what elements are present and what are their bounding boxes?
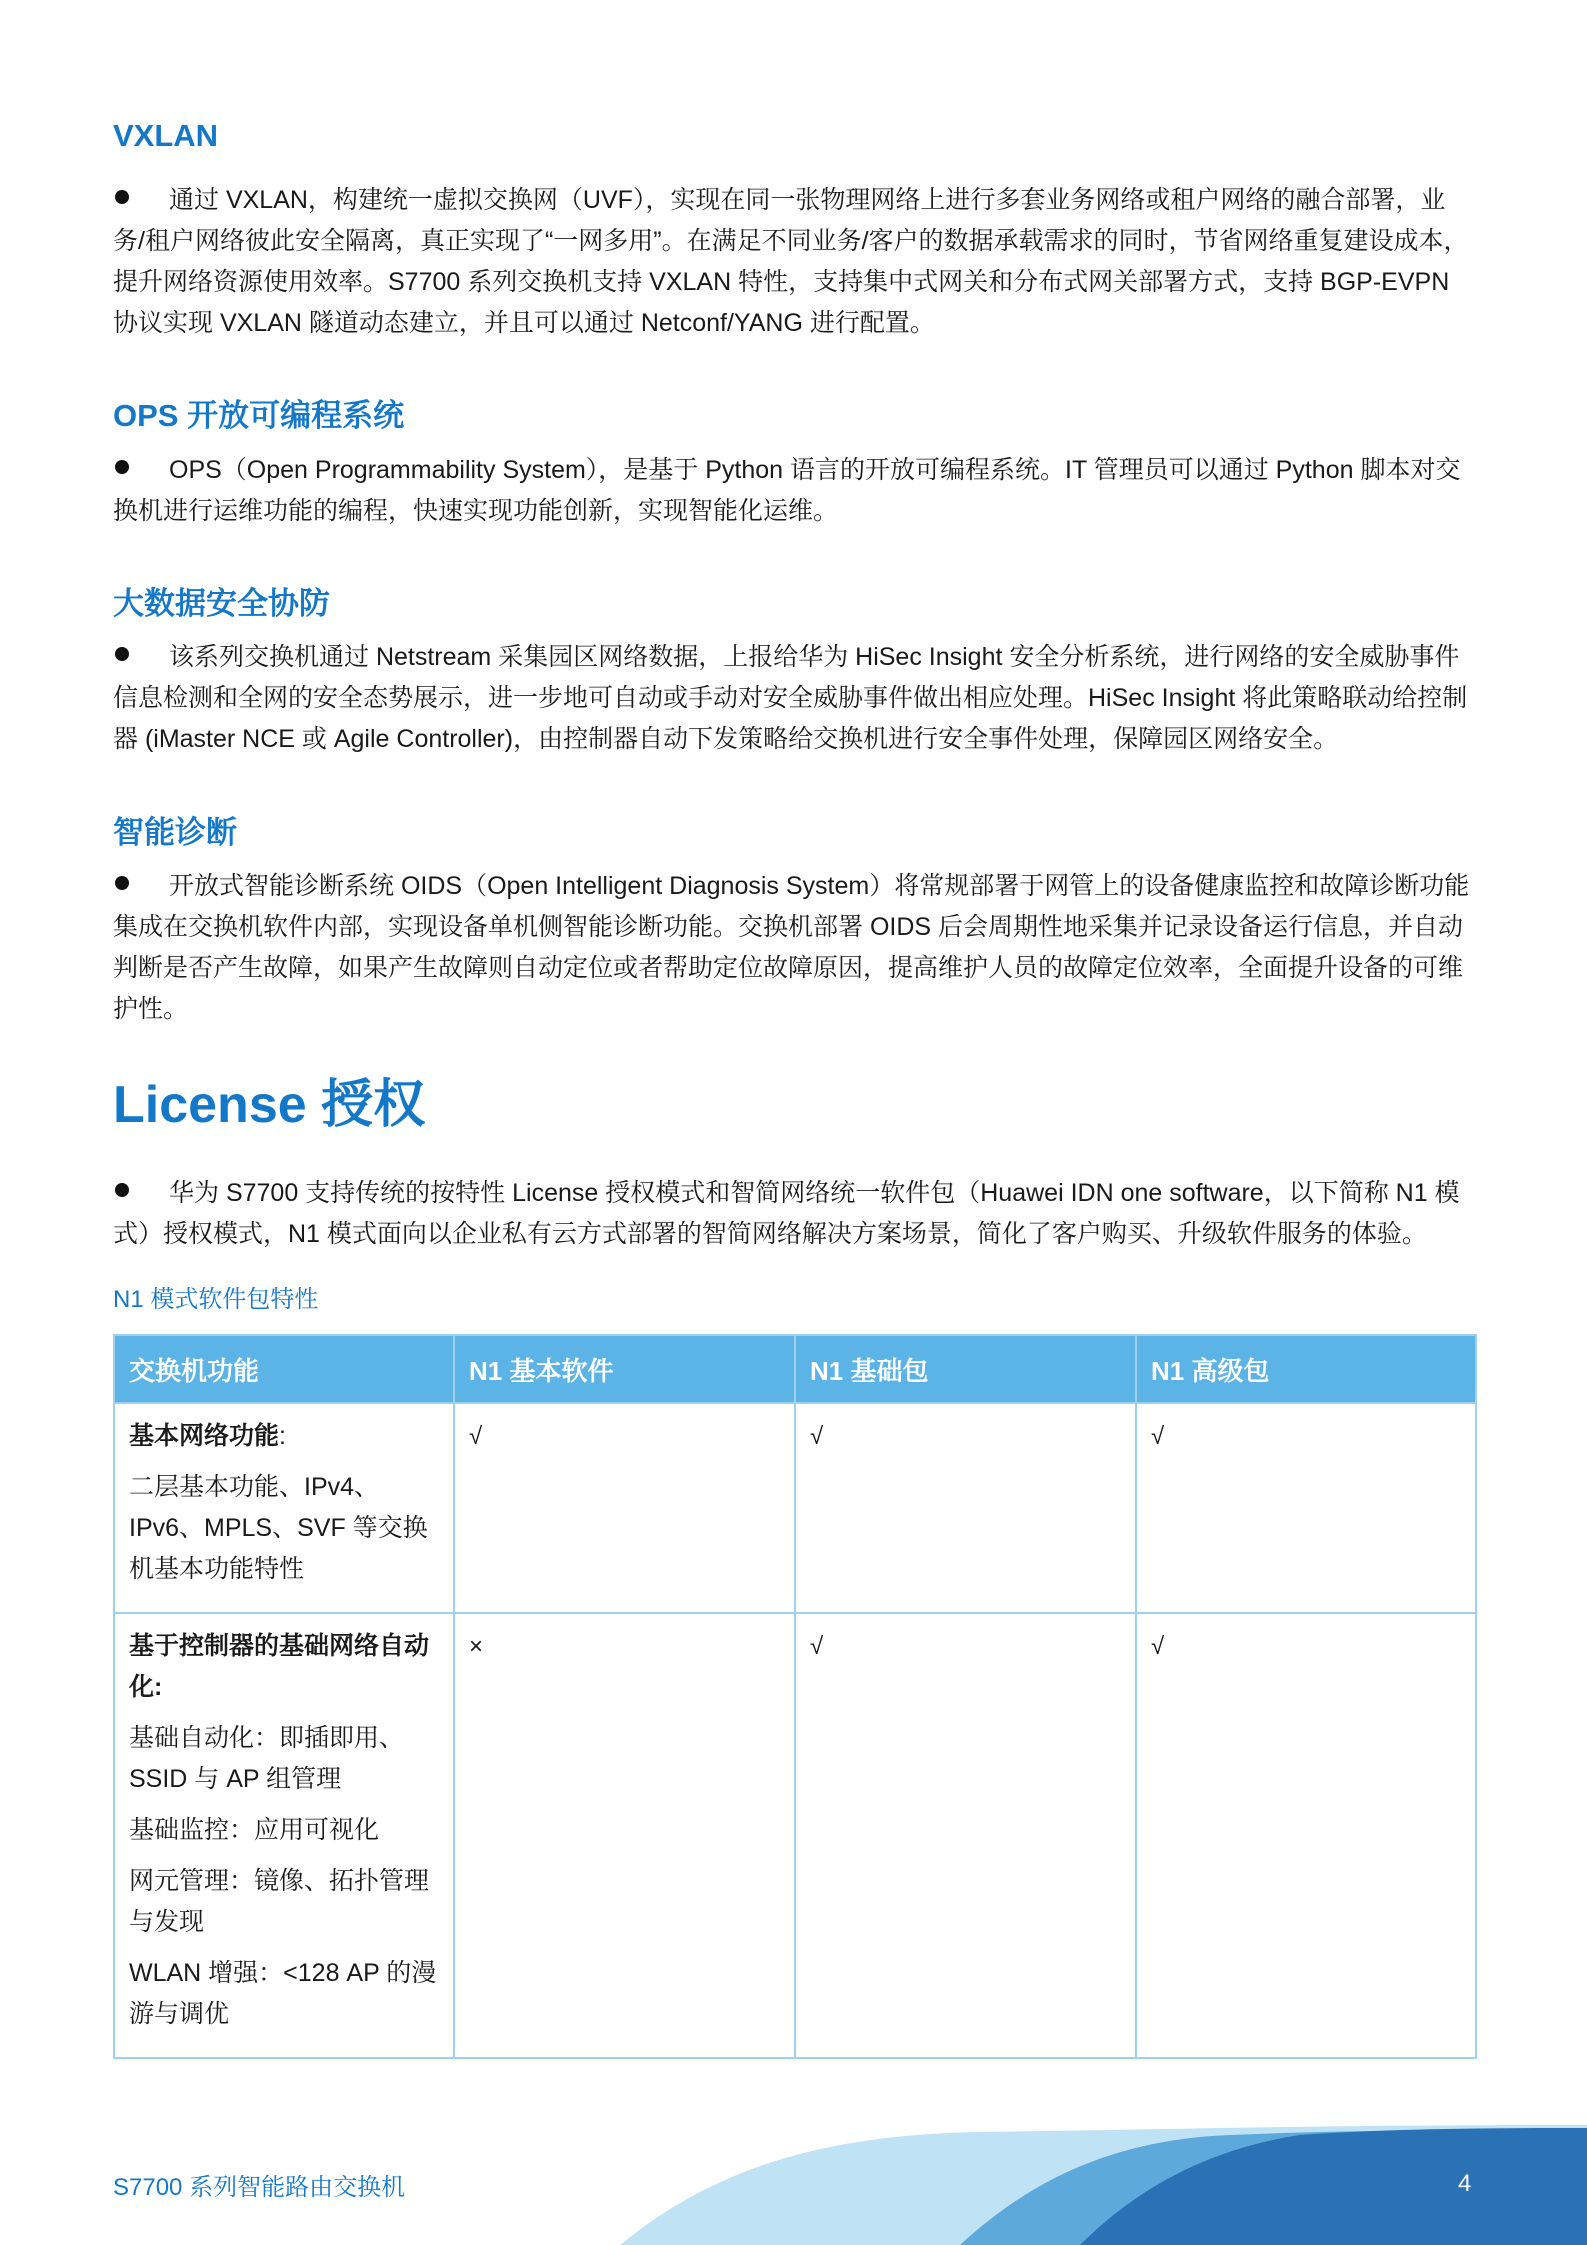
section-title-bigdata-security: 大数据安全协防 <box>113 586 330 621</box>
cross-mark: × <box>469 1633 484 1660</box>
mark-cell <box>795 1613 1136 2058</box>
feature-detail: 基础监控：应用可视化 <box>129 1816 380 1844</box>
feature-title: 基于控制器的基础网络自动化: <box>129 1632 430 1701</box>
section-title-vxlan: VXLAN <box>113 118 219 153</box>
bullet-icon <box>115 190 129 204</box>
header-switch-function: 交换机功能 <box>114 1335 454 1403</box>
feature-detail: 二层基本功能、IPv4、IPv6、MPLS、SVF 等交换机基本功能特性 <box>129 1473 428 1583</box>
footer-product-name: S7700 系列智能路由交换机 <box>113 2174 406 2201</box>
check-mark: √ <box>1151 1423 1165 1450</box>
section-paragraph-ops: OPS（Open Programmability System），是基于 Python 语言的开放可编程系统。IT 管理员可以通过 Python 脚本对交换机进行运维功能的编程，快速实现功能创新，实现智能化运维。 <box>113 456 1461 525</box>
header-n1-advanced-pack: N1 高级包 <box>1136 1335 1476 1403</box>
mark-cell <box>1136 1613 1476 2058</box>
feature-detail: 网元管理：镜像、拓扑管理与发现 <box>129 1867 430 1936</box>
feature-title: 基本网络功能 <box>129 1422 280 1450</box>
mark-cell <box>795 1403 1136 1613</box>
header-n1-foundation-pack: N1 基础包 <box>795 1335 1136 1403</box>
section-paragraph-vxlan: 通过 VXLAN，构建统一虚拟交换网（UVF），实现在同一张物理网络上进行多套业务网络或租户网络的融合部署，业务/租户网络彼此安全隔离，真正实现了“一网多用”。在满足不同业务/客户的数据承载需求的同时，节省网络重复建设成本，提升网络资源使用效率。S7700 系列交换机支持 VXLAN 特性，支持集中式网关和分布式网关部署方式，支持 BGP-EVPN 协议实现 VXLAN 隧道动态建立，并且可以通过 Netconf/YANG 进行配置。 <box>113 186 1469 337</box>
feature-detail: 基础自动化：即插即用、SSID 与 AP 组管理 <box>129 1724 405 1793</box>
mark-cell <box>454 1403 795 1613</box>
feature-cell <box>114 1403 454 1613</box>
table-row <box>114 1613 1476 2058</box>
bullet-icon <box>115 460 129 474</box>
bullet-icon <box>115 1183 129 1197</box>
license-paragraph: 华为 S7700 支持传统的按特性 License 授权模式和智简网络统一软件包（Huawei IDN one software，以下简称 N1 模式）授权模式，N1 模式面向以企业私有云方式部署的智简网络解决方案场景，简化了客户购买、升级软件服务的体验。 <box>113 1179 1460 1248</box>
feature-title-suffix: : <box>279 1422 286 1450</box>
license-title: License 授权 <box>113 1076 426 1134</box>
page-number: 4 <box>1458 2170 1472 2197</box>
feature-cell <box>114 1613 454 2058</box>
table-row <box>114 1403 1476 1613</box>
section-paragraph-smart-diagnosis: 开放式智能诊断系统 OIDS（Open Intelligent Diagnosis System）将常规部署于网管上的设备健康监控和故障诊断功能集成在交换机软件内部，实现设备单机侧智能诊断功能。交换机部署 OIDS 后会周期性地采集并记录设备运行信息，并自动判断是否产生故障，如果产生故障则自动定位或者帮助定位故障原因，提高维护人员的故障定位效率，全面提升设备的可维护性。 <box>113 872 1470 1023</box>
check-mark: √ <box>810 1423 824 1450</box>
mark-cell <box>1136 1403 1476 1613</box>
bullet-icon <box>115 876 129 890</box>
check-mark: √ <box>810 1633 824 1660</box>
table-header-row <box>114 1335 1476 1403</box>
section-paragraph-bigdata-security: 该系列交换机通过 Netstream 采集园区网络数据，上报给华为 HiSec Insight 安全分析系统，进行网络的安全威胁事件信息检测和全网的安全态势展示，进一步地可自动或手动对安全威胁事件做出相应处理。HiSec Insight 将此策略联动给控制器 (iMaster NCE 或 Agile Controller)，由控制器自动下发策略给交换机进行安全事件处理，保障园区网络安全。 <box>113 643 1468 753</box>
mark-cell <box>454 1613 795 2058</box>
section-title-ops: OPS 开放可编程系统 <box>113 398 405 433</box>
header-n1-basic-software: N1 基本软件 <box>454 1335 795 1403</box>
table-caption: N1 模式软件包特性 <box>113 1286 319 1313</box>
check-mark: √ <box>1151 1633 1165 1660</box>
bullet-icon <box>115 647 129 661</box>
check-mark: √ <box>469 1423 483 1450</box>
n1-feature-table <box>113 1334 1477 2059</box>
feature-detail: WLAN 增强：<128 AP 的漫游与调优 <box>129 1959 437 2028</box>
section-title-smart-diagnosis: 智能诊断 <box>113 815 237 850</box>
